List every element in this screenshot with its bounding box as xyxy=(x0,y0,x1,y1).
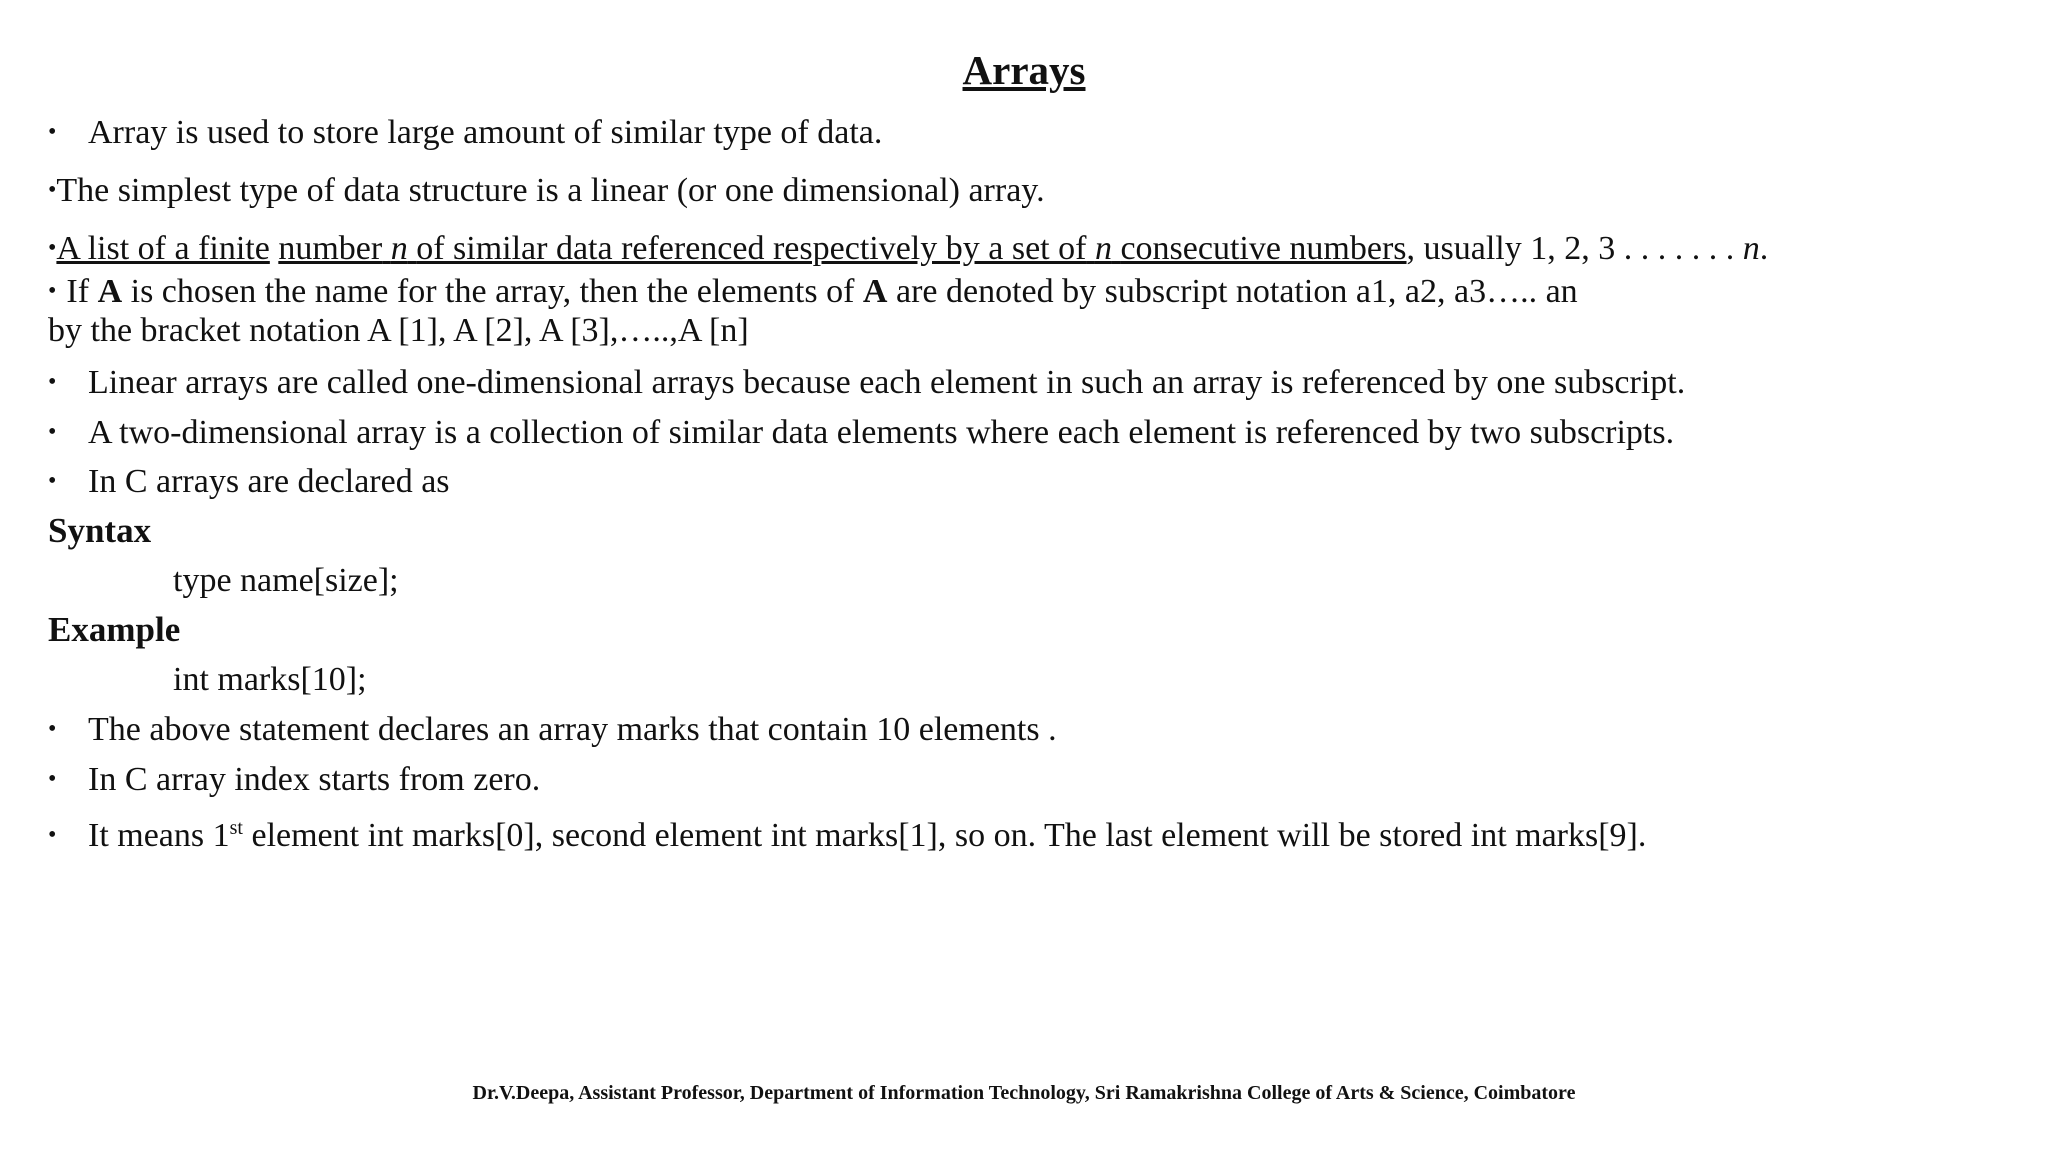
bracket-notation-line: by the bracket notation A [1], A [2], A [3],…..,A [n] xyxy=(48,312,749,349)
bullet-two-dimensional xyxy=(48,412,1674,453)
definition-var: n xyxy=(1094,230,1112,267)
bullet-icon: • xyxy=(48,766,57,792)
definition-part: of similar data referenced respectively by a set of xyxy=(416,230,1087,267)
bullet-icon: • xyxy=(48,716,57,742)
ordinal-superscript: st xyxy=(229,817,243,839)
syntax-code: type name[size]; xyxy=(173,562,399,599)
bullet-icon: • xyxy=(48,278,57,304)
bullet-array-purpose xyxy=(48,112,882,153)
bullet-text: In C arrays are declared as xyxy=(88,463,450,500)
slide-title: Arrays xyxy=(962,47,1086,93)
bullet-c-declaration xyxy=(48,461,450,502)
bullet-statement-explanation xyxy=(48,709,1057,750)
bullet-icon: • xyxy=(48,419,57,445)
definition-part: . xyxy=(1759,230,1769,267)
bullet-icon: • xyxy=(48,468,57,494)
example-heading: Example xyxy=(48,610,181,649)
bullet-text: The simplest type of data structure is a linear (or one dimensional) array. xyxy=(56,172,1045,209)
bullet-list-definition xyxy=(48,228,1768,269)
syntax-heading: Syntax xyxy=(48,511,152,550)
footer-credit: Dr.V.Deepa, Assistant Professor, Department of Information Technology, Sri Ramakrishna College of Arts & Science, Coimbatore xyxy=(472,1082,1576,1104)
bullet-icon: • xyxy=(48,235,57,261)
bullet-icon: • xyxy=(48,177,57,203)
bullet-icon: • xyxy=(48,119,57,145)
bullet-text: Array is used to store large amount of similar type of data. xyxy=(88,114,883,151)
example-code: int marks[10]; xyxy=(173,661,367,698)
bullet-icon: • xyxy=(48,369,57,395)
bullet-one-dimensional xyxy=(48,362,1685,403)
bullet-text: Linear arrays are called one-dimensional arrays because each element in such an array is referenced by one subscript. xyxy=(88,364,1686,401)
bullet-element-indexing: • It means 1st element int marks[0], second element int marks[1], so on. The last element will be stored int marks[9]. xyxy=(48,817,1647,854)
bullet-linear-array xyxy=(48,170,1045,211)
bullet-subscript-notation: • If A is chosen the name for the array, then the elements of A are denoted by subscript notation a1, a2, a3….. an xyxy=(48,273,1578,310)
definition-var: n xyxy=(1742,230,1760,267)
definition-var: n xyxy=(390,230,408,267)
definition-part: , usually 1, 2, 3 . . . . . . . xyxy=(1406,230,1735,267)
definition-part: consecutive numbers xyxy=(1120,230,1407,267)
definition-part: A list of a finite xyxy=(56,230,270,267)
bullet-text: The above statement declares an array marks that contain 10 elements . xyxy=(88,711,1057,748)
bullet-text: A two-dimensional array is a collection of similar data elements where each element is referenced by two subscripts. xyxy=(88,414,1675,451)
definition-part: number xyxy=(278,230,383,267)
bullet-index-zero xyxy=(48,759,540,800)
bullet-icon: • xyxy=(48,822,57,848)
bullet-text: In C array index starts from zero. xyxy=(88,761,541,798)
